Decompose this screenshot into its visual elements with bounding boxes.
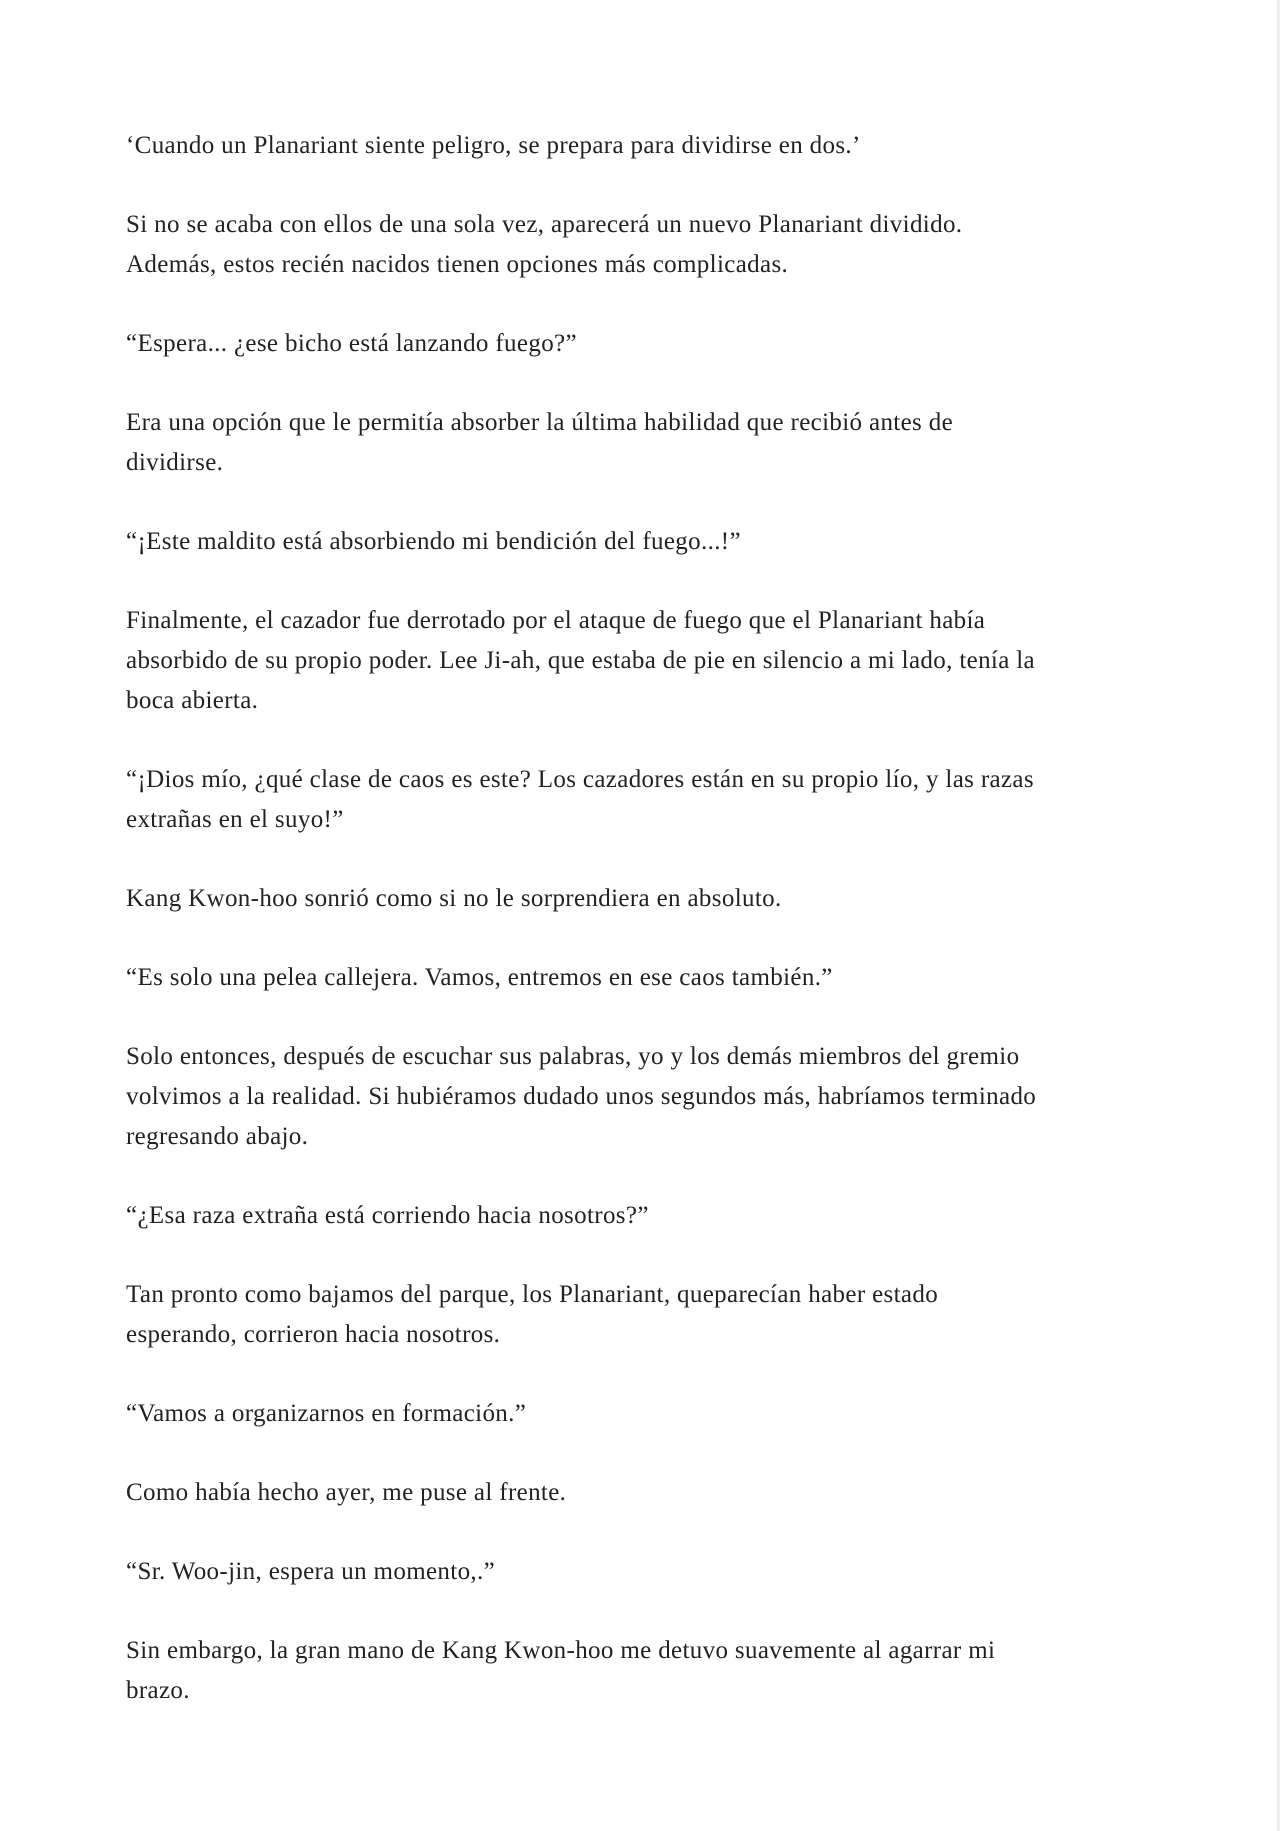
text-line: boca abierta.	[126, 687, 259, 714]
text-line: volvimos a la realidad. Si hubiéramos dudado unos segundos más, habríamos terminado	[126, 1083, 1037, 1110]
paragraph	[126, 958, 1186, 998]
paragraph	[126, 1037, 1186, 1157]
paragraph	[126, 1473, 1186, 1513]
text-line: ‘Cuando un Planariant siente peligro, se prepara para dividirse en dos.’	[126, 132, 861, 159]
text-line: Si no se acaba con ellos de una sola vez, aparecerá un nuevo Planariant dividido.	[126, 211, 963, 238]
text-line: “¡Este maldito está absorbiendo mi bendición del fuego...!”	[126, 528, 741, 555]
paragraph	[126, 1275, 1186, 1355]
text-line: esperando, corrieron hacia nosotros.	[126, 1321, 501, 1348]
paragraph	[126, 126, 1186, 166]
text-line: absorbido de su propio poder. Lee Ji-ah, que estaba de pie en silencio a mi lado, tenía la	[126, 647, 1036, 674]
paragraph	[126, 601, 1186, 721]
text-line: “Vamos a organizarnos en formación.”	[126, 1400, 527, 1427]
paragraph	[126, 1631, 1186, 1711]
text-line: regresando abajo.	[126, 1123, 309, 1150]
paragraph	[126, 522, 1186, 562]
paragraph	[126, 879, 1186, 919]
text-line: “Es solo una pelea callejera. Vamos, entremos en ese caos también.”	[126, 964, 833, 991]
paragraph	[126, 324, 1186, 364]
text-line: Tan pronto como bajamos del parque, los Planariant, queparecían haber estado	[126, 1281, 939, 1308]
paragraph	[126, 1394, 1186, 1434]
text-line: “¡Dios mío, ¿qué clase de caos es este? Los cazadores están en su propio lío, y las razas	[126, 766, 1034, 793]
paragraph	[126, 1552, 1186, 1592]
text-line: dividirse.	[126, 449, 224, 476]
text-line: brazo.	[126, 1677, 190, 1704]
text-line: Kang Kwon-hoo sonrió como si no le sorprendiera en absoluto.	[126, 885, 782, 912]
text-line: “Sr. Woo-jin, espera un momento,.”	[126, 1558, 496, 1585]
article-body	[126, 126, 1186, 1750]
text-line: Finalmente, el cazador fue derrotado por el ataque de fuego que el Planariant había	[126, 607, 986, 634]
paragraph	[126, 1196, 1186, 1236]
paragraph	[126, 205, 1186, 285]
text-line: extrañas en el suyo!”	[126, 806, 344, 833]
text-line: Solo entonces, después de escuchar sus palabras, yo y los demás miembros del gremio	[126, 1043, 1020, 1070]
text-line: Además, estos recién nacidos tienen opciones más complicadas.	[126, 251, 789, 278]
text-line: “¿Esa raza extraña está corriendo hacia nosotros?”	[126, 1202, 649, 1229]
text-line: Como había hecho ayer, me puse al frente.	[126, 1479, 567, 1506]
text-line: “Espera... ¿ese bicho está lanzando fuego?”	[126, 330, 577, 357]
paragraph	[126, 760, 1186, 840]
text-line: Era una opción que le permitía absorber la última habilidad que recibió antes de	[126, 409, 954, 436]
paragraph	[126, 403, 1186, 483]
text-line: Sin embargo, la gran mano de Kang Kwon-hoo me detuvo suavemente al agarrar mi	[126, 1637, 996, 1664]
